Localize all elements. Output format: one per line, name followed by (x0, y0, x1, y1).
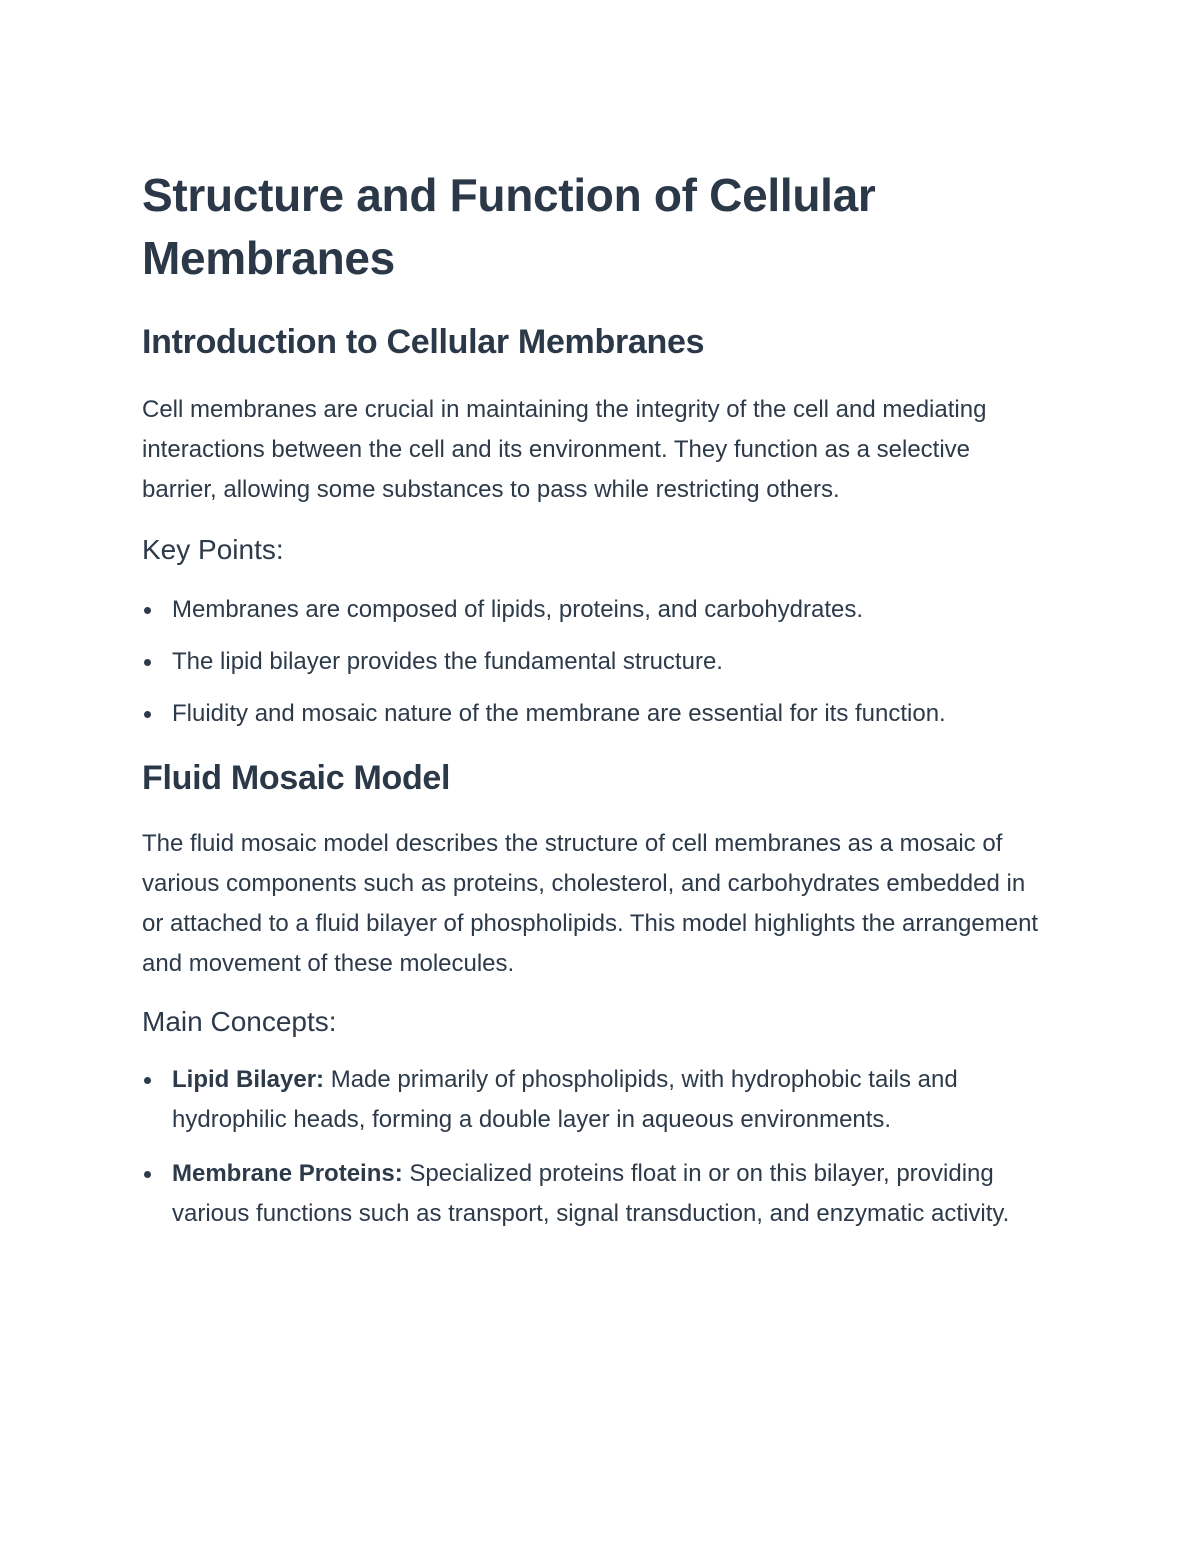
list-item (142, 1154, 1050, 1234)
list-item-term: Lipid Bilayer: (172, 1066, 325, 1093)
list-item (142, 642, 1050, 682)
section-paragraph-introduction: Cell membranes are crucial in maintaining the integrity of the cell and mediating interactions between the cell and its environment. They function as a selective barrier, allowing some substances to pass while restricting others. (142, 396, 987, 503)
list-item-term: Membrane Proteins: (172, 1160, 403, 1187)
list-item (142, 1060, 1050, 1140)
list-item-text: Membranes are composed of lipids, proteins, and carbohydrates. (172, 596, 864, 623)
section-heading-introduction: Introduction to Cellular Membranes (142, 323, 705, 361)
section-paragraph-fluid-mosaic: The fluid mosaic model describes the structure of cell membranes as a mosaic of various components such as proteins, cholesterol, and carbohydrates embedded in or attached to a fluid bilayer of phospholipids. This model highlights the arrangement and movement of these molecules. (142, 830, 1039, 977)
list-item-text: The lipid bilayer provides the fundamental structure. (172, 648, 723, 675)
section-heading-fluid-mosaic: Fluid Mosaic Model (142, 759, 451, 797)
page-title: Structure and Function of Cellular Membranes (142, 169, 876, 284)
list-item-text: Fluidity and mosaic nature of the membrane are essential for its function. (172, 700, 946, 727)
list-item (142, 590, 1050, 630)
subheading-key-points: Key Points: (142, 534, 284, 565)
bullet-icon (144, 711, 151, 718)
subheading-main-concepts: Main Concepts: (142, 1006, 337, 1037)
bullet-icon (144, 1077, 151, 1084)
bullet-icon (144, 607, 151, 614)
bullet-icon (144, 1171, 151, 1178)
key-points-list (142, 590, 1050, 734)
list-item (142, 694, 1050, 734)
list-item-text: Specialized proteins float in or on this bilayer, providing various functions such as transport, signal transduction, and enzymatic activity. (172, 1160, 1010, 1227)
list-item-text: Made primarily of phospholipids, with hydrophobic tails and hydrophilic heads, forming a double layer in aqueous environments. (172, 1066, 958, 1133)
bullet-icon (144, 659, 151, 666)
main-concepts-list (142, 1060, 1050, 1234)
